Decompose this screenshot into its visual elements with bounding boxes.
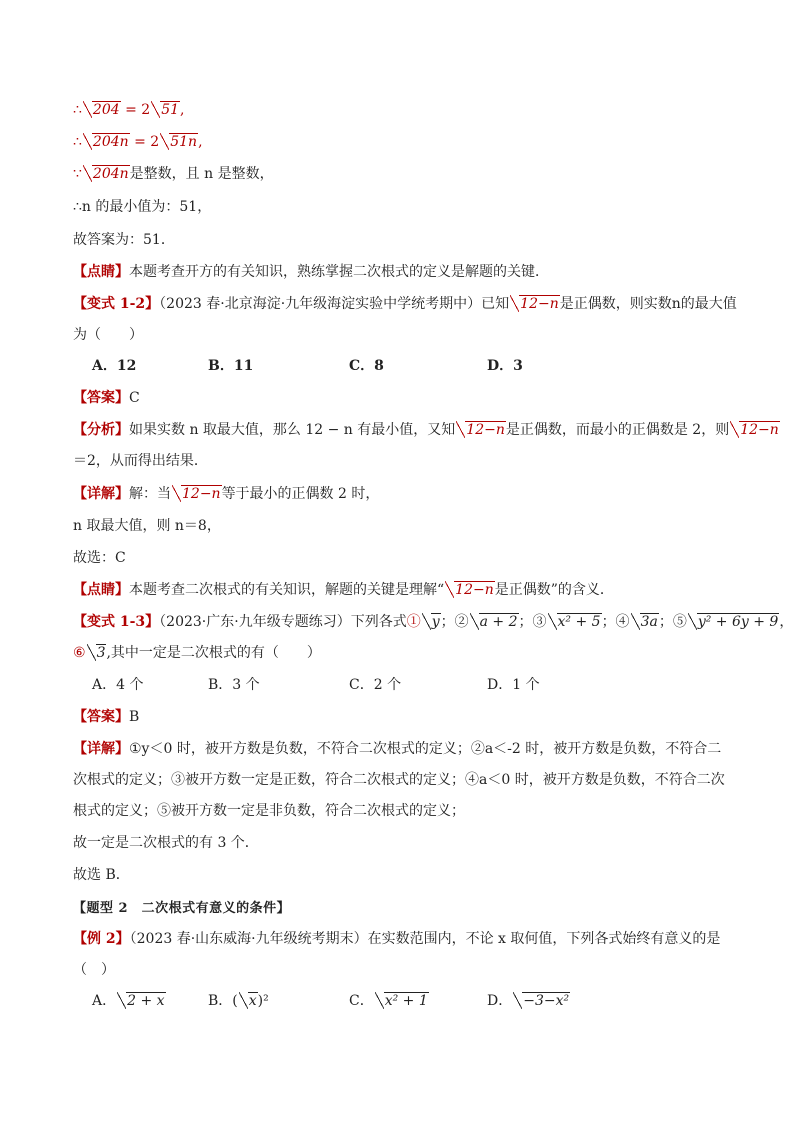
option-b: B．11: [208, 358, 254, 374]
sqrt-symbol: a + 2: [470, 612, 519, 632]
option-d: D． −3−x²: [487, 993, 570, 1009]
analysis-line: 【分析】如果实数 n 取最大值，那么 12 − n 有最小值，又知 12−n是正偶数，而最小的正偶数是 2，则 12−n: [73, 422, 779, 438]
answer-line-2: 【答案】B: [73, 709, 140, 725]
sqrt-symbol: 204n: [83, 164, 130, 184]
sqrt-symbol: 12−n: [456, 420, 506, 440]
detail-line-2: n 取最大值，则 n＝8，: [73, 518, 221, 534]
sqrt-symbol: y: [422, 612, 441, 632]
line-3: ∵ 204n是整数，且 n 是整数，: [73, 166, 274, 182]
variant-1-3-question-cont: ⑥ 3,其中一定是二次根式的有（ ）: [73, 645, 321, 661]
sqrt-symbol: x² + 1: [375, 991, 429, 1011]
sqrt-symbol: 204n: [83, 132, 130, 152]
detail-2-line-4: 故一定是二次根式的有 3 个．: [73, 835, 259, 851]
sqrt-symbol: 12−n: [172, 484, 222, 504]
analysis-line-cont: ＝2，从而得出结果．: [73, 453, 208, 469]
detail-2-line-2: 次根式的定义；③被开方数一定是正数，符合二次根式的定义；④a＜0 时，被开方数是负数，不符合二次: [73, 772, 725, 788]
example-2-question: 【例 2】（2023 春·山东威海·九年级统考期末）在实数范围内，不论 x 取何值，下列各式始终有意义的是: [73, 931, 721, 947]
option-d: D．1 个: [487, 677, 540, 693]
sqrt-symbol: x: [239, 991, 258, 1011]
sqrt-symbol: x² + 5: [548, 612, 602, 632]
sqrt-symbol: 204: [83, 100, 121, 120]
detail-2-line-1: 【详解】①y＜0 时，被开方数是负数，不符合二次根式的定义；②a＜-2 时，被开方数是负数，不符合二: [73, 741, 722, 757]
line-1: ∴ 204 = 2 51,: [73, 102, 185, 118]
sqrt-symbol: y² + 6y + 9: [688, 612, 780, 632]
detail-2-line-5: 故选 B．: [73, 867, 130, 883]
option-c: C． x² + 1: [349, 993, 428, 1009]
option-a: A． 2 + x: [92, 993, 165, 1009]
option-a: A．12: [92, 358, 137, 374]
option-d: D．3: [487, 358, 523, 374]
option-c: C．8: [349, 358, 384, 374]
line-2: ∴ 204n = 2 51n,: [73, 134, 203, 150]
option-b: B．( x)²: [208, 993, 269, 1009]
detail-2-line-3: 根式的定义；⑤被开方数一定是非负数，符合二次根式的定义；: [73, 803, 465, 819]
sqrt-symbol: 3: [87, 643, 107, 663]
detail-line-1: 【详解】解：当 12−n等于最小的正偶数 2 时，: [73, 486, 380, 502]
variant-1-3-question: 【变式 1-3】（2023·广东·九年级专题练习）下列各式① y；② a + 2；③ x² + 5；④ 3a；⑤ y² + 6y + 9，: [73, 614, 794, 630]
sqrt-symbol: 12−n: [445, 580, 495, 600]
sqrt-symbol: 51n: [160, 132, 198, 152]
sqrt-symbol: −3−x²: [513, 991, 570, 1011]
line-5: 故答案为：51．: [73, 232, 175, 248]
variant-1-2-question: 【变式 1-2】（2023 春·北京海淀·九年级海淀实验中学统考期中）已知 12−n是正偶数，则实数n的最大值: [73, 296, 737, 312]
section-heading: 【题型 2 二次根式有意义的条件】: [73, 901, 291, 916]
option-a: A．4 个: [92, 677, 144, 693]
option-b: B．3 个: [208, 677, 260, 693]
comment-line: 【点睛】本题考查开方的有关知识，熟练掌握二次根式的定义是解题的关键．: [73, 264, 549, 280]
detail-line-3: 故选：C: [73, 550, 126, 566]
option-c: C．2 个: [349, 677, 402, 693]
example-2-question-cont: （ ）: [73, 962, 115, 978]
sqrt-symbol: 12−n: [510, 294, 560, 314]
sqrt-symbol: 12−n: [730, 420, 780, 440]
sqrt-symbol: 51: [151, 100, 180, 120]
sqrt-symbol: 3a: [631, 612, 659, 632]
line-4: ∴n 的最小值为：51，: [73, 199, 212, 215]
variant-1-2-question-cont: 为（ ）: [73, 327, 143, 343]
sqrt-symbol: 2 + x: [117, 991, 165, 1011]
answer-line: 【答案】C: [73, 390, 140, 406]
comment-line-2: 【点睛】本题考查二次根式的有关知识，解题的关键是理解“ 12−n是正偶数”的含义．: [73, 582, 614, 598]
